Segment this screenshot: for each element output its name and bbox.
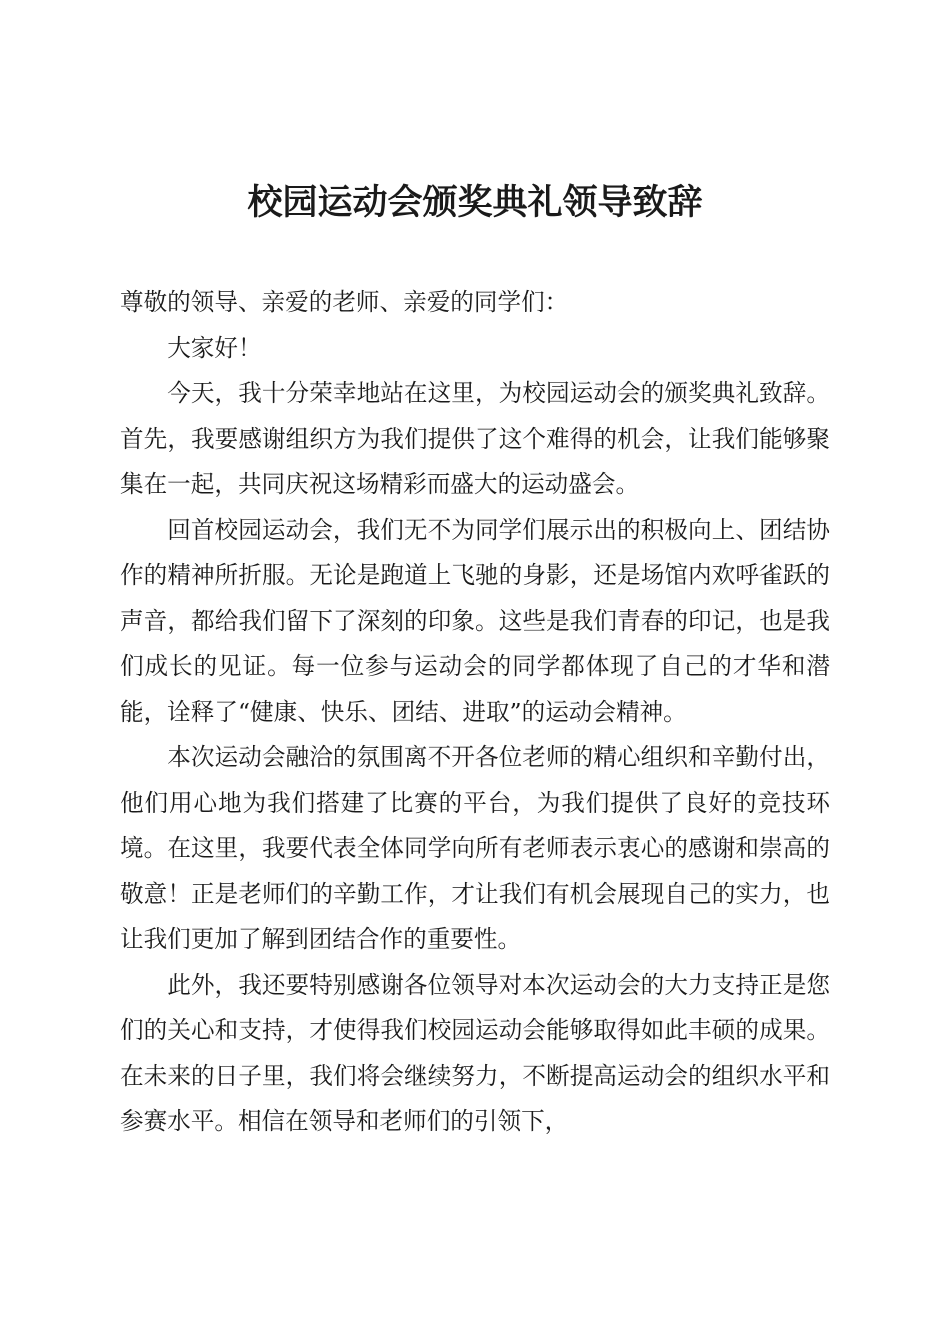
paragraph: 今天，我十分荣幸地站在这里，为校园运动会的颁奖典礼致辞。首先，我要感谢组织方为我们提供了这个难得的机会，让我们能够聚集在一起，共同庆祝这场精彩而盛大的运动盛会。 (120, 379, 830, 498)
paragraph: 回首校园运动会，我们无不为同学们展示出的积极向上、团结协作的精神所折服。无论是跑道上飞驰的身影，还是场馆内欢呼雀跃的声音，都给我们留下了深刻的印象。这些是我们青春的印记，也是我们成长的见证。每一位参与运动会的同学都体现了自己的才华和潜能，诠释了“健康、快乐、团结、进取”的运动会精神。 (120, 515, 830, 726)
document-body (120, 280, 830, 1145)
salutation: 尊敬的领导、亲爱的老师、亲爱的同学们： (120, 288, 569, 316)
document-title: 校园运动会颁奖典礼领导致辞 (247, 182, 703, 223)
paragraph: 本次运动会融洽的氛围离不开各位老师的精心组织和辛勤付出，他们用心地为我们搭建了比赛的平台，为我们提供了良好的竞技环境。在这里，我要代表全体同学向所有老师表示衷心的感谢和崇高的敬意！正是老师们的辛勤工作，才让我们有机会展现自己的实力，也让我们更加了解到团结合作的重要性。 (120, 743, 830, 953)
paragraph: 此外，我还要特别感谢各位领导对本次运动会的大力支持正是您们的关心和支持，才使得我们校园运动会能够取得如此丰硕的成果。在未来的日子里，我们将会继续努力，不断提高运动会的组织水平和参赛水平。相信在领导和老师们的引领下， (120, 970, 830, 1135)
paragraph-greeting: 大家好！ (167, 333, 262, 362)
